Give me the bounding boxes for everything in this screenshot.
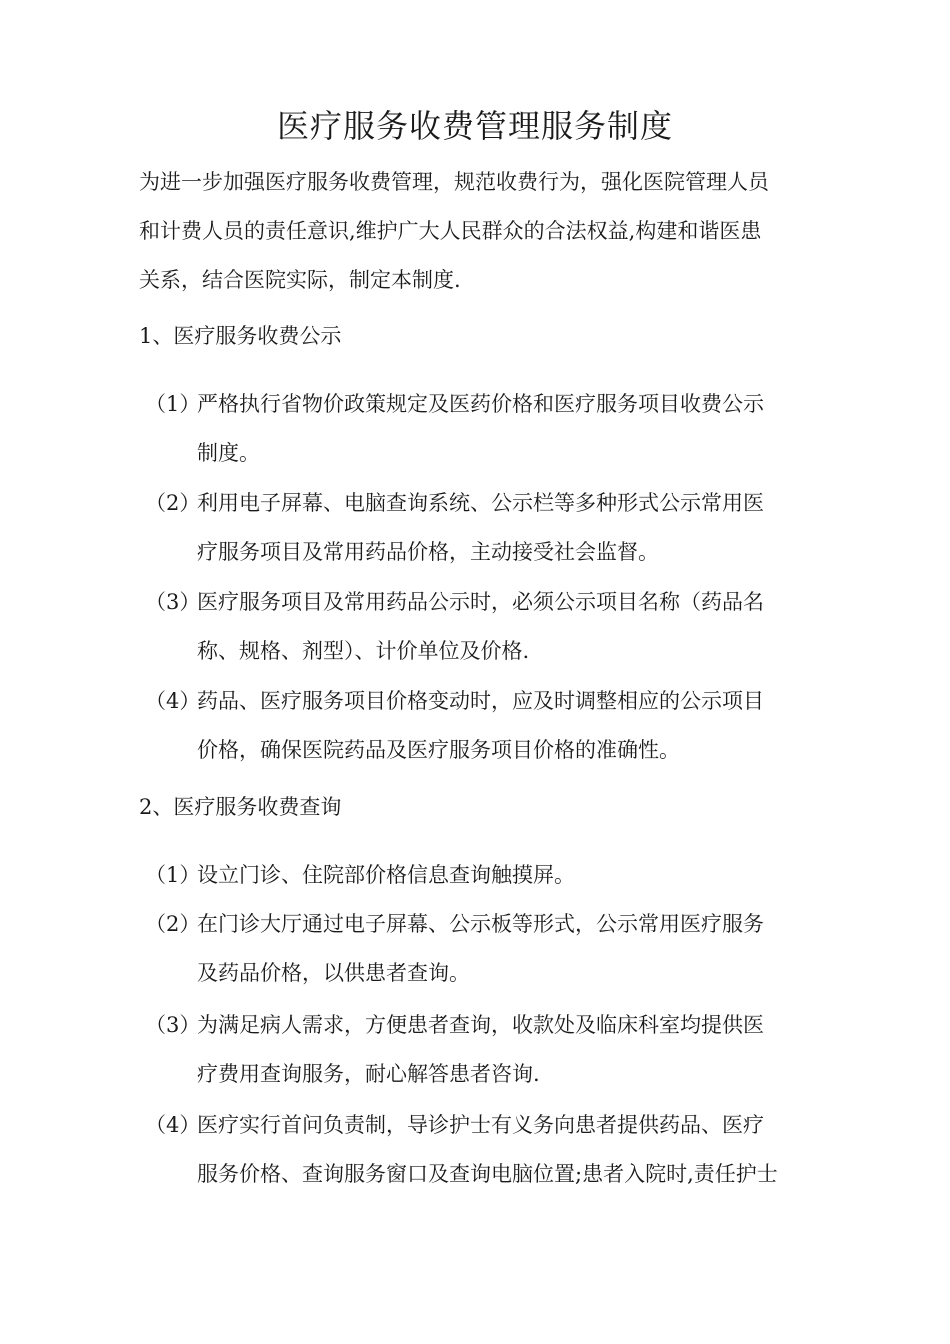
list-item [145,483,825,581]
intro-line: 为进一步加强医疗服务收费管理，规范收费行为，强化医院管理人员 [139,170,769,194]
item-text-continued: 疗费用查询服务，耐心解答患者咨询. [197,1062,540,1086]
document-title: 医疗服务收费管理服务制度 [276,107,673,145]
item-number: （4） [145,689,201,713]
item-text: 医疗实行首问负责制，导诊护士有义务向患者提供药品、医疗 [197,1113,764,1137]
item-text-continued: 及药品价格，以供患者查询。 [197,961,470,985]
list-item [145,681,825,779]
item-text: 为满足病人需求，方便患者查询，收款处及临床科室均提供医 [197,1013,764,1037]
list-item [145,582,825,680]
item-text-continued: 制度。 [197,441,260,465]
item-text: 在门诊大厅通过电子屏幕、公示板等形式，公示常用医疗服务 [197,912,764,936]
item-text: 医疗服务项目及常用药品公示时，必须公示项目名称（药品名 [197,590,764,614]
section-heading-1: 1、医疗服务收费公示 [139,324,342,348]
item-number: （2） [145,491,201,515]
list-item [145,1105,825,1203]
item-text: 设立门诊、住院部价格信息查询触摸屏。 [197,863,575,887]
intro-paragraph [139,158,819,305]
section-heading-2: 2、医疗服务收费查询 [139,795,342,819]
item-number: （3） [145,590,201,614]
item-number: （3） [145,1013,201,1037]
list-item [145,904,825,1002]
item-text: 严格执行省物价政策规定及医药价格和医疗服务项目收费公示 [197,392,764,416]
item-number: （1） [145,392,201,416]
item-text-continued: 服务价格、查询服务窗口及查询电脑位置;患者入院时,责任护士 [197,1162,778,1186]
item-text-continued: 疗服务项目及常用药品价格，主动接受社会监督。 [197,540,659,564]
intro-line: 和计费人员的责任意识,维护广大人民群众的合法权益,构建和谐医患 [139,219,762,243]
item-number: （4） [145,1113,201,1137]
item-text: 药品、医疗服务项目价格变动时，应及时调整相应的公示项目 [197,689,764,713]
item-text-continued: 价格，确保医院药品及医疗服务项目价格的准确性。 [197,738,680,762]
list-item [145,855,825,904]
list-item [145,1005,825,1103]
item-text: 利用电子屏幕、电脑查询系统、公示栏等多种形式公示常用医 [197,491,764,515]
item-number: （2） [145,912,201,936]
list-item [145,384,825,482]
item-number: （1） [145,863,201,887]
intro-line: 关系，结合医院实际，制定本制度. [139,268,461,292]
item-text-continued: 称、规格、剂型）、计价单位及价格. [197,639,530,663]
